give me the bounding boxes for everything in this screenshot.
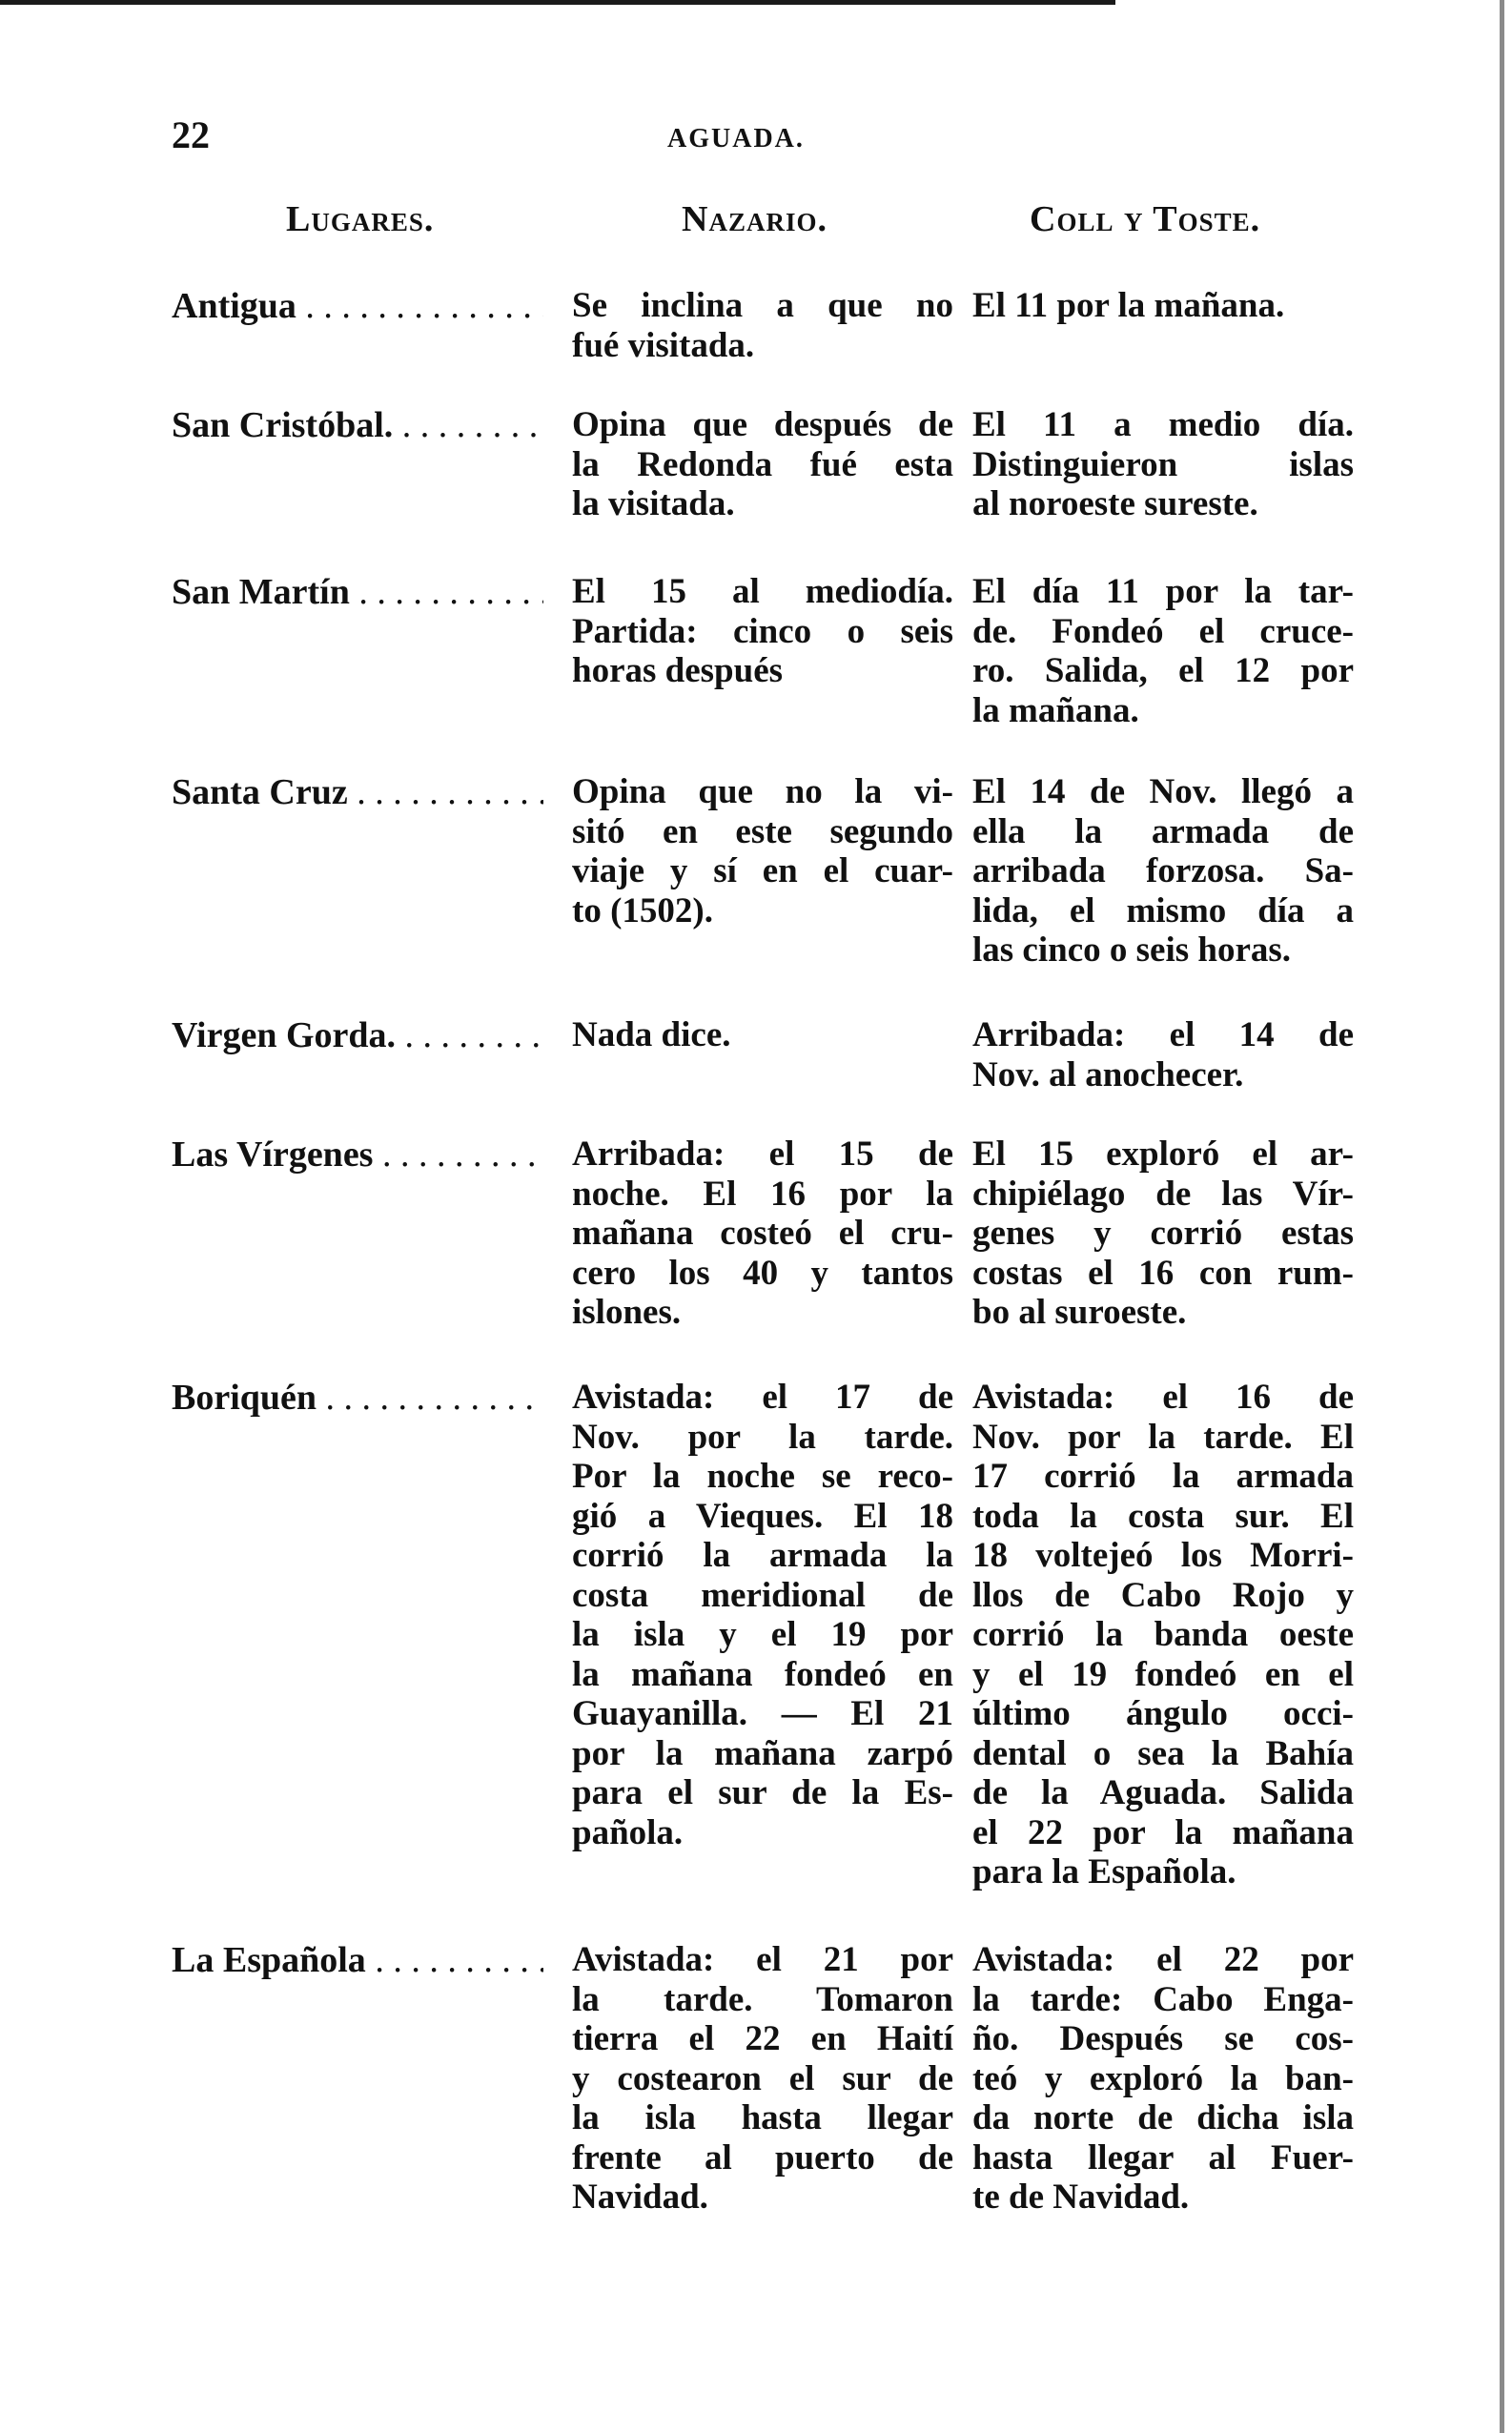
text-line: Avistada: el 16 de bbox=[972, 1378, 1354, 1417]
text-line: El 15 exploró el ar- bbox=[972, 1135, 1354, 1174]
text-line: lida, el mismo día a bbox=[972, 890, 1354, 930]
place-name bbox=[172, 572, 543, 612]
text-line: Guayanilla. — El 21 bbox=[572, 1694, 953, 1733]
text-line: costas el 16 con rum- bbox=[972, 1253, 1354, 1293]
text-line: pañola. bbox=[572, 1812, 684, 1852]
coll-y-toste-note bbox=[972, 1135, 1354, 1333]
coll-y-toste-note bbox=[972, 286, 1354, 326]
text-line: 18 voltejeó los Morri- bbox=[972, 1536, 1354, 1575]
text-line: te de Navidad. bbox=[972, 2177, 1190, 2217]
top-rule bbox=[0, 0, 1115, 5]
text-line: de. Fondeó el cruce- bbox=[972, 611, 1354, 651]
text-line: la tarde: Cabo Enga- bbox=[972, 1979, 1354, 2019]
column-header-nazario: Nazario. bbox=[682, 199, 828, 239]
text-line: Distinguieron islas bbox=[972, 444, 1354, 484]
text-line: Nov. por la tarde. bbox=[572, 1417, 953, 1457]
text-line: último ángulo occi- bbox=[972, 1694, 1354, 1733]
text-line: dental o sea la Bahía bbox=[972, 1733, 1354, 1773]
text-line: hasta llegar al Fuer- bbox=[972, 2137, 1354, 2177]
text-line: llos de Cabo Rojo y bbox=[972, 1575, 1354, 1615]
place-name bbox=[172, 405, 543, 445]
text-line: para el sur de la Es- bbox=[572, 1773, 953, 1812]
text-line: fué visitada. bbox=[572, 325, 755, 365]
text-line: genes y corrió estas bbox=[972, 1214, 1354, 1253]
page-number: 22 bbox=[172, 113, 210, 156]
text-line: El 15 al mediodía. bbox=[572, 572, 953, 611]
text-line: toda la costa sur. El bbox=[972, 1496, 1354, 1536]
text-line: la mañana fondeó en bbox=[572, 1654, 953, 1694]
text-line: Avistada: el 17 de bbox=[572, 1378, 953, 1417]
text-line: por la mañana zarpó bbox=[572, 1733, 953, 1773]
place-label: Las Vírgenes bbox=[172, 1135, 374, 1175]
text-line: tierra el 22 en Haití bbox=[572, 2019, 953, 2058]
text-line: arribada forzosa. Sa- bbox=[972, 851, 1354, 890]
nazario-note bbox=[572, 286, 953, 365]
coll-y-toste-note bbox=[972, 572, 1354, 730]
text-line: Nada dice. bbox=[572, 1015, 731, 1054]
text-line: to (1502). bbox=[572, 890, 713, 930]
place-name bbox=[172, 772, 543, 812]
text-line: El 11 a medio día. bbox=[972, 405, 1354, 444]
text-line: al noroeste sureste. bbox=[972, 484, 1258, 523]
binding-edge bbox=[1500, 0, 1504, 2433]
text-line: gió a Vieques. El 18 bbox=[572, 1496, 953, 1536]
place-label: Antigua bbox=[172, 286, 296, 326]
text-line: Opina que después de bbox=[572, 405, 953, 444]
coll-y-toste-note bbox=[972, 405, 1354, 524]
text-line: las cinco o seis horas. bbox=[972, 930, 1292, 970]
text-line: la tarde. Tomaron bbox=[572, 1979, 953, 2019]
text-line: Avistada: el 22 por bbox=[972, 1940, 1354, 1979]
text-line: frente al puerto de bbox=[572, 2137, 953, 2177]
nazario-note bbox=[572, 1135, 953, 1333]
text-line: Avistada: el 21 por bbox=[572, 1940, 953, 1979]
text-line: Partida: cinco o seis bbox=[572, 611, 953, 651]
nazario-note bbox=[572, 1940, 953, 2218]
text-line: Opina que no la vi- bbox=[572, 772, 953, 811]
text-line: la visitada. bbox=[572, 484, 735, 523]
text-line: y el 19 fondeó en el bbox=[972, 1654, 1354, 1694]
text-line: Arribada: el 15 de bbox=[572, 1135, 953, 1174]
place-label: Virgen Gorda. bbox=[172, 1015, 397, 1055]
text-line: la isla y el 19 por bbox=[572, 1615, 953, 1654]
text-line: la mañana. bbox=[972, 690, 1139, 730]
text-line: 17 corrió la armada bbox=[972, 1457, 1354, 1496]
place-label: Boriquén bbox=[172, 1378, 317, 1418]
column-header-coll-y-toste: Coll y Toste. bbox=[1030, 199, 1261, 239]
place-name bbox=[172, 1015, 543, 1055]
nazario-note bbox=[572, 1378, 953, 1852]
text-line: mañana costeó el cru- bbox=[572, 1214, 953, 1253]
nazario-note bbox=[572, 405, 953, 524]
text-line: de la Aguada. Salida bbox=[972, 1773, 1354, 1812]
text-line: corrió la armada la bbox=[572, 1536, 953, 1575]
text-line: El día 11 por la tar- bbox=[972, 572, 1354, 611]
text-line: y costearon el sur de bbox=[572, 2058, 953, 2098]
text-line: ro. Salida, el 12 por bbox=[972, 651, 1354, 690]
coll-y-toste-note bbox=[972, 1940, 1354, 2218]
text-line: Se inclina a que no bbox=[572, 286, 953, 325]
place-label: San Cristóbal. bbox=[172, 405, 394, 445]
text-line: da norte de dicha isla bbox=[972, 2098, 1354, 2137]
text-line: El 14 de Nov. llegó a bbox=[972, 772, 1354, 811]
place-name bbox=[172, 1135, 543, 1175]
text-line: la Redonda fué esta bbox=[572, 444, 953, 484]
text-line: Arribada: el 14 de bbox=[972, 1015, 1354, 1054]
nazario-note bbox=[572, 572, 953, 691]
text-line: teó y exploró la ban- bbox=[972, 2058, 1354, 2098]
text-line: para la Española. bbox=[972, 1852, 1236, 1891]
text-line: viaje y sí en el cuar- bbox=[572, 851, 953, 890]
text-line: chipiélago de las Vír- bbox=[972, 1174, 1354, 1214]
coll-y-toste-note bbox=[972, 1378, 1354, 1892]
coll-y-toste-note bbox=[972, 1015, 1354, 1094]
text-line: islones. bbox=[572, 1293, 682, 1332]
coll-y-toste-note bbox=[972, 772, 1354, 971]
nazario-note bbox=[572, 772, 953, 930]
place-name bbox=[172, 286, 543, 326]
text-line: El 11 por la mañana. bbox=[972, 286, 1285, 325]
text-line: costa meridional de bbox=[572, 1575, 953, 1615]
text-line: el 22 por la mañana bbox=[972, 1812, 1354, 1852]
place-label: Santa Cruz bbox=[172, 772, 348, 812]
text-line: ño. Después se cos- bbox=[972, 2019, 1354, 2058]
text-line: Navidad. bbox=[572, 2177, 708, 2217]
running-head: AGUADA. bbox=[667, 124, 805, 153]
text-line: noche. El 16 por la bbox=[572, 1174, 953, 1214]
column-header-lugares: Lugares. bbox=[286, 199, 435, 239]
text-line: horas después bbox=[572, 651, 784, 690]
text-line: Nov. por la tarde. El bbox=[972, 1417, 1354, 1457]
text-line: ella la armada de bbox=[972, 811, 1354, 851]
place-name bbox=[172, 1378, 543, 1418]
text-line: sitó en este segundo bbox=[572, 811, 953, 851]
text-line: corrió la banda oeste bbox=[972, 1615, 1354, 1654]
place-label: La Española bbox=[172, 1940, 366, 1980]
nazario-note bbox=[572, 1015, 953, 1055]
text-line: la isla hasta llegar bbox=[572, 2098, 953, 2137]
text-line: cero los 40 y tantos bbox=[572, 1253, 953, 1293]
text-line: Nov. al anochecer. bbox=[972, 1054, 1244, 1094]
text-line: Por la noche se reco- bbox=[572, 1457, 953, 1496]
text-line: bo al suroeste. bbox=[972, 1293, 1187, 1332]
place-name bbox=[172, 1940, 543, 1980]
place-label: San Martín bbox=[172, 572, 350, 612]
